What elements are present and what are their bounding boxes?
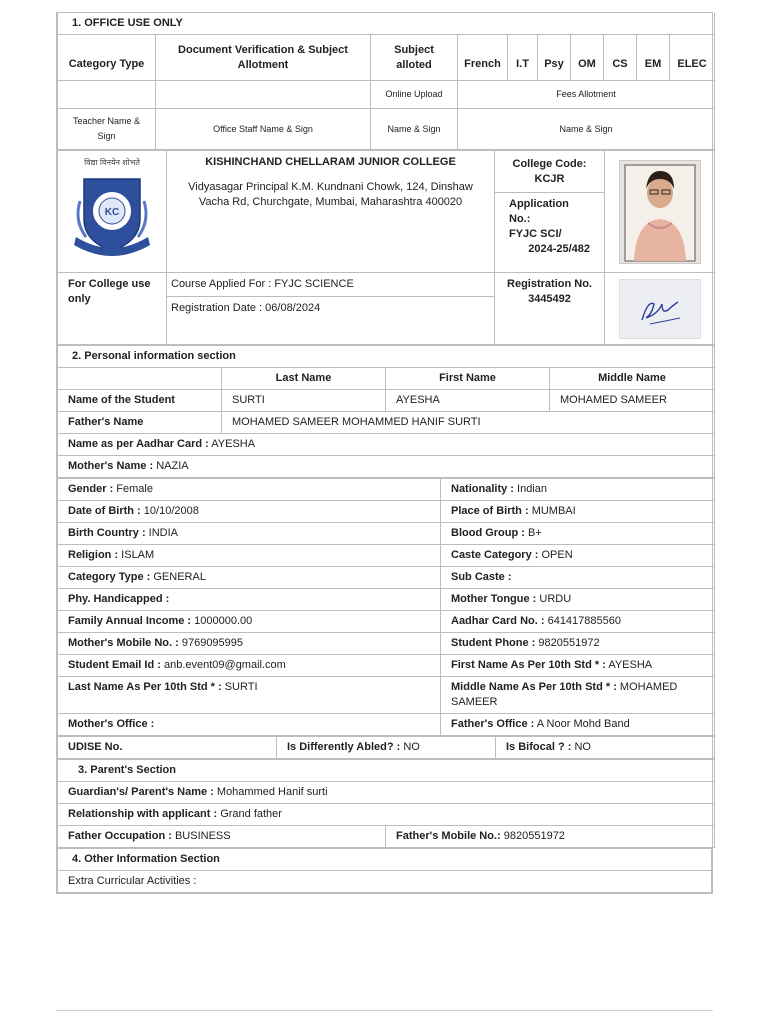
field-value: Mohammed Hanif surti [216, 786, 328, 798]
field-value: NAZIA [156, 460, 189, 472]
detail-field [441, 589, 715, 611]
college-logo [58, 151, 167, 273]
signature-cell [605, 273, 715, 345]
detail-field [58, 501, 441, 523]
detail-row [58, 523, 715, 545]
college-header-table [57, 150, 715, 345]
field-label: Student Phone : [451, 637, 536, 649]
field-label: Middle Name As Per 10th Std * : [451, 681, 617, 693]
field-value: INDIA [148, 527, 179, 539]
field-label: Father Occupation : [68, 830, 172, 842]
header-subject-alloted: Subject alloted [371, 35, 458, 81]
field-value: SURTI [224, 681, 258, 693]
college-code-label: College Code: [512, 158, 587, 170]
header-it: I.T [508, 35, 538, 81]
field-value: URDU [539, 593, 572, 605]
field-label: Caste Category : [451, 549, 539, 561]
differently-abled-row [277, 737, 496, 759]
field-label: Name as per Aadhar Card : [68, 438, 209, 450]
field-value: B+ [528, 527, 542, 539]
application-no-line1: FYJC SCI/ [509, 228, 562, 240]
field-value: anb.event09@gmail.com [163, 659, 286, 671]
field-label: Family Annual Income : [68, 615, 192, 627]
header-doc-verification: Document Verification & Subject Allotment [156, 35, 371, 81]
college-address: Vidyasagar Principal K.M. Kundnani Chowk, 124, Dinshaw Vacha Rd, Churchgate, Mumbai, Maharashtra 400020 [188, 181, 473, 208]
detail-row [58, 655, 715, 677]
teacher-sign-label: Teacher Name & Sign [58, 109, 156, 150]
relationship-row [58, 804, 715, 826]
application-no-line2: 2024-25/482 [528, 243, 590, 255]
personal-info-table [57, 345, 715, 478]
field-label: Guardian's/ Parent's Name : [68, 786, 214, 798]
col-last-name: Last Name [222, 368, 386, 390]
col-middle-name: Middle Name [550, 368, 715, 390]
mother-office-row [58, 714, 441, 736]
section-title-other: 4. Other Information Section [58, 849, 712, 871]
field-label: Birth Country : [68, 527, 146, 539]
field-value: MOHAMED SAMEER [451, 681, 678, 708]
header-french: French [458, 35, 508, 81]
detail-row [58, 479, 715, 501]
course-applied: Course Applied For : FYJC SCIENCE [167, 273, 494, 297]
field-value: Indian [517, 483, 547, 495]
field-value: 9820551972 [538, 637, 600, 649]
admission-form [56, 12, 713, 894]
middle-name-10th-row [441, 677, 715, 714]
detail-field [58, 567, 441, 589]
detail-field [441, 523, 715, 545]
blank-cell [58, 81, 156, 109]
udise-table [57, 736, 715, 759]
detail-row [58, 567, 715, 589]
father-name: MOHAMED SAMEER MOHAMMED HANIF SURTI [222, 412, 715, 434]
father-office-row [441, 714, 715, 736]
field-value: 9769095995 [181, 637, 244, 649]
field-value: MUMBAI [531, 505, 576, 517]
for-college-use-label: For College use only [58, 273, 167, 345]
header-em: EM [637, 35, 670, 81]
field-label: Student Email Id : [68, 659, 161, 671]
field-label: Mother's Office : [68, 718, 155, 730]
field-label: Religion : [68, 549, 119, 561]
field-label: Mother Tongue : [451, 593, 537, 605]
office-staff-sign-label: Office Staff Name & Sign [156, 109, 371, 150]
field-value: NO [574, 741, 591, 753]
field-value: Grand father [220, 808, 282, 820]
name-sign-label: Name & Sign [371, 109, 458, 150]
student-middle-name: MOHAMED SAMEER [550, 390, 715, 412]
field-value: NO [403, 741, 420, 753]
detail-field [441, 545, 715, 567]
field-label: Phy. Handicapped : [68, 593, 170, 605]
col-first-name: First Name [386, 368, 550, 390]
field-label: Date of Birth : [68, 505, 141, 517]
field-value: ISLAM [121, 549, 155, 561]
section-title-office: 1. OFFICE USE ONLY [58, 13, 715, 35]
field-label: Aadhar Card No. : [451, 615, 545, 627]
detail-field [441, 611, 715, 633]
header-elec: ELEC [670, 35, 715, 81]
field-label: Blood Group : [451, 527, 525, 539]
detail-field [58, 589, 441, 611]
field-label: Category Type : [68, 571, 151, 583]
registration-no-label: Registration No. [507, 278, 592, 290]
field-value: BUSINESS [174, 830, 231, 842]
detail-row [58, 611, 715, 633]
field-value: GENERAL [153, 571, 206, 583]
personal-details-table [57, 478, 715, 736]
detail-field [58, 479, 441, 501]
office-use-table [57, 13, 715, 150]
footer-divider [56, 1010, 713, 1011]
registration-date: Registration Date : 06/08/2024 [171, 302, 321, 314]
blank-cell [156, 81, 371, 109]
mother-name-row [58, 456, 715, 478]
student-photo-cell [605, 151, 715, 273]
online-upload-label: Online Upload [371, 81, 458, 109]
last-name-10th-row [58, 677, 441, 714]
detail-field [58, 523, 441, 545]
header-category-type: Category Type [58, 35, 156, 81]
student-name-label: Name of the Student [58, 390, 222, 412]
fees-allotment-label: Fees Allotment [458, 81, 715, 109]
field-value: AYESHA [608, 659, 653, 671]
detail-row [58, 589, 715, 611]
student-last-name: SURTI [222, 390, 386, 412]
field-value: A Noor Mohd Band [536, 718, 630, 730]
field-value: AYESHA [211, 438, 256, 450]
college-emblem-icon [70, 171, 154, 263]
motto-text: विद्या विनयेन शोभते [84, 158, 140, 167]
bifocal-row [496, 737, 715, 759]
field-label: Place of Birth : [451, 505, 529, 517]
father-mobile-row [386, 826, 715, 848]
field-label: Father's Mobile No.: [396, 830, 501, 842]
student-signature [619, 279, 701, 339]
section-title-personal: 2. Personal information section [58, 346, 715, 368]
detail-row [58, 545, 715, 567]
other-info-table [57, 848, 712, 893]
field-label: Last Name As Per 10th Std * : [68, 681, 222, 693]
detail-field [441, 655, 715, 677]
detail-field [441, 501, 715, 523]
detail-field [58, 545, 441, 567]
field-label: Relationship with applicant : [68, 808, 218, 820]
blank-cell [58, 368, 222, 390]
field-label: Sub Caste : [451, 571, 512, 583]
student-photo [619, 160, 701, 264]
extra-curricular-label: Extra Curricular Activities : [58, 871, 712, 893]
application-no-label: Application No.: [509, 198, 569, 225]
detail-field [441, 633, 715, 655]
detail-field [441, 479, 715, 501]
field-label: Nationality : [451, 483, 514, 495]
guardian-row [58, 782, 715, 804]
detail-field [58, 655, 441, 677]
name-sign-label: Name & Sign [458, 109, 715, 150]
detail-field [58, 633, 441, 655]
header-om: OM [571, 35, 604, 81]
registration-no: 3445492 [528, 293, 571, 305]
field-value: Female [116, 483, 153, 495]
detail-row [58, 633, 715, 655]
section-title-parent: 3. Parent's Section [58, 760, 715, 782]
parent-section-table [57, 759, 715, 848]
field-label: Mother's Mobile No. : [68, 637, 179, 649]
header-cs: CS [604, 35, 637, 81]
field-value: 9820551972 [503, 830, 565, 842]
father-occupation-row [58, 826, 386, 848]
emblem-text: KC [104, 207, 120, 218]
field-value: 10/10/2008 [143, 505, 199, 517]
college-code: KCJR [534, 173, 565, 185]
field-value: OPEN [541, 549, 573, 561]
student-first-name: AYESHA [386, 390, 550, 412]
field-label: Mother's Name : [68, 460, 154, 472]
aadhar-name-row [58, 434, 715, 456]
field-label: First Name As Per 10th Std * : [451, 659, 606, 671]
detail-row [58, 501, 715, 523]
college-name: KISHINCHAND CHELLARAM JUNIOR COLLEGE [205, 156, 456, 168]
field-label: Father's Office : [451, 718, 535, 730]
field-label: Is Differently Abled? : [287, 741, 401, 753]
header-psy: Psy [538, 35, 571, 81]
detail-field [441, 567, 715, 589]
field-value: 641417885560 [547, 615, 621, 627]
field-label: Is Bifocal ? : [506, 741, 572, 753]
detail-field [58, 611, 441, 633]
field-label: Gender : [68, 483, 114, 495]
udise-label: UDISE No. [58, 737, 277, 759]
father-name-label: Father's Name [58, 412, 222, 434]
field-value: 1000000.00 [194, 615, 253, 627]
